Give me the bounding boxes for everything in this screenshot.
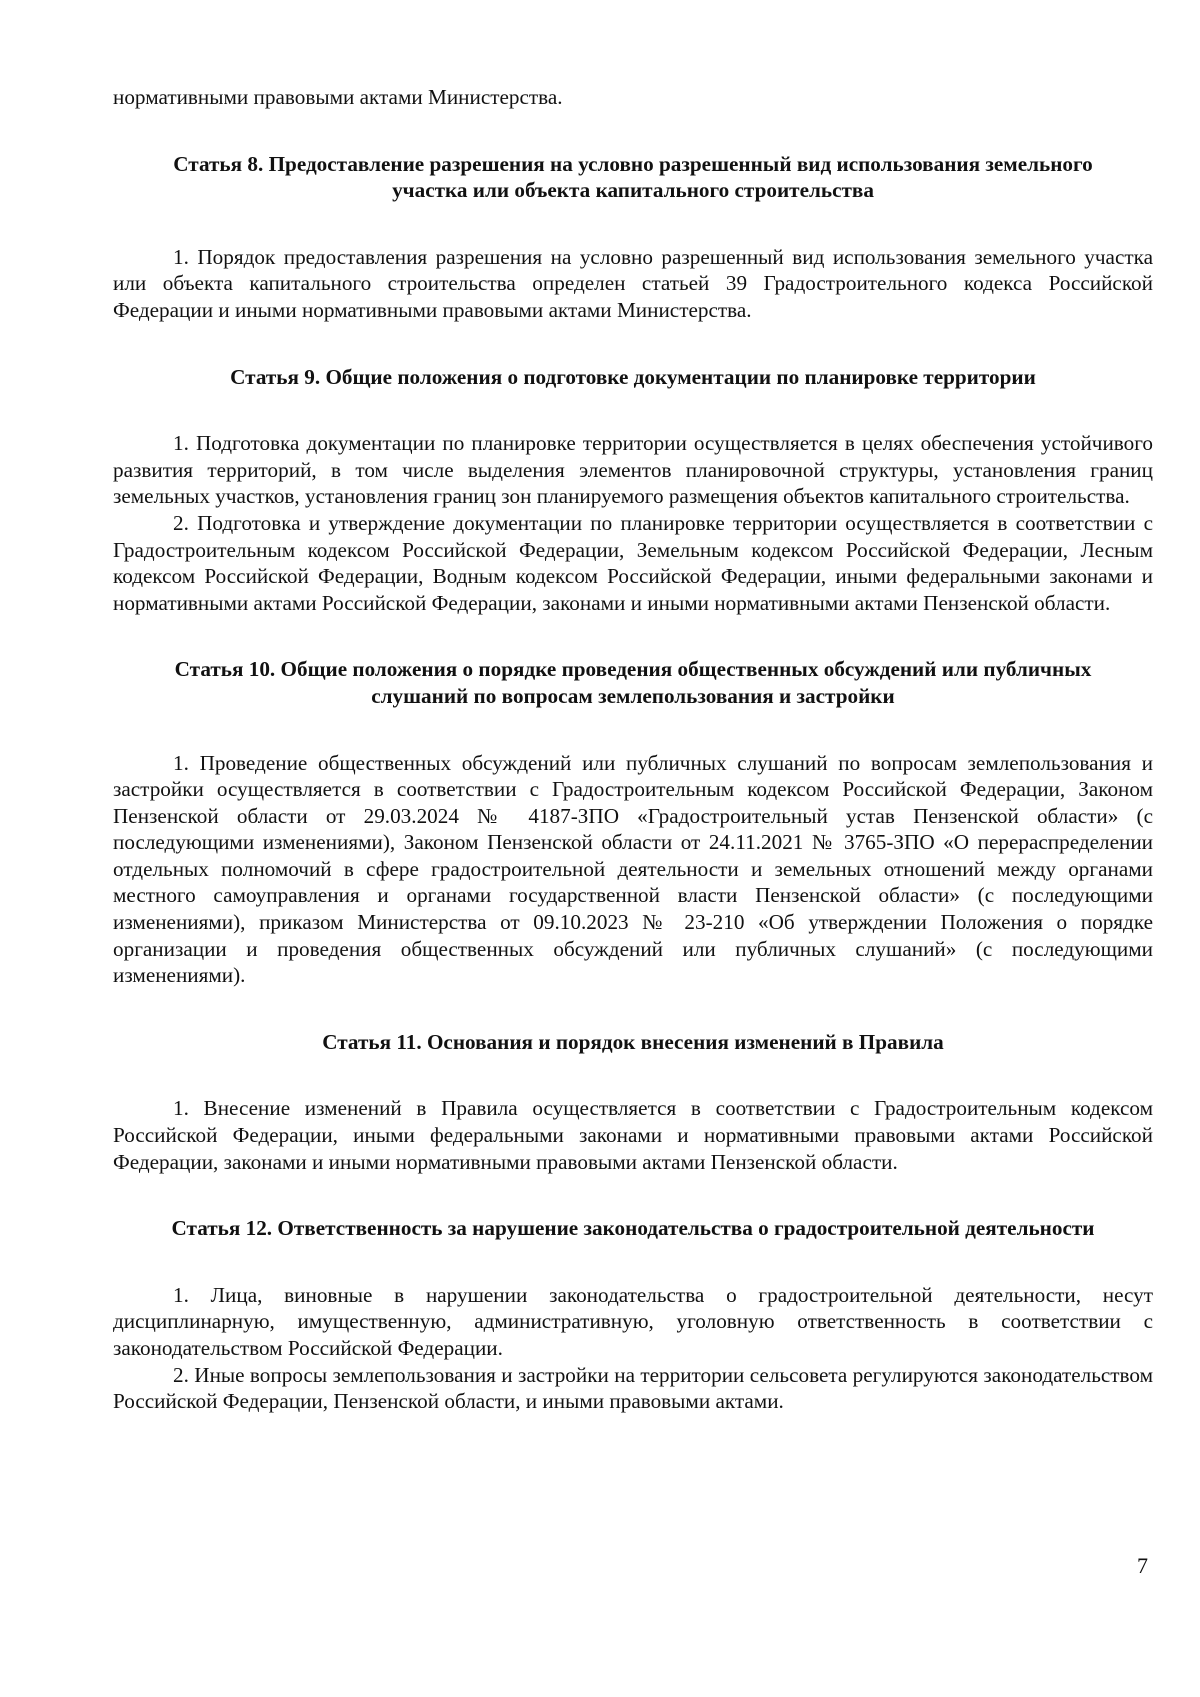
article-8-paragraph-1: 1. Порядок предоставления разрешения на условно разрешенный вид использования земельного участка или объекта капитального строительства определен статьей 39 Градостроительного кодекса Российской Федерации и иными нормативными правовыми актами Министерства.: [113, 244, 1153, 322]
top-fragment: нормативными правовыми актами Министерства.: [113, 85, 563, 109]
article-12-paragraph-2: 2. Иные вопросы землепользования и застройки на территории сельсовета регулируются законодательством Российской Федерации, Пензенской области, и иными правовыми актами.: [113, 1362, 1153, 1414]
article-9-title: Статья 9. Общие положения о подготовке документации по планировке территории: [230, 364, 1036, 389]
article-9-paragraph-2: 2. Подготовка и утверждение документации по планировке территории осуществляется в соответствии с Градостроительным кодексом Российской Федерации, Земельным кодексом Российской Федерации, Лесным кодексом Российской Федерации, Водным кодексом Российской Федерации, иными федеральными законами и нормативными актами Российской Федерации, законами и иными нормативными актами Пензенской области.: [113, 510, 1153, 615]
article-10-paragraph-1: 1. Проведение общественных обсуждений или публичных слушаний по вопросам землепользования и застройки осуществляется в соответствии с Градостроительным кодексом Российской Федерации, Законом Пензенской области от 29.03.2024 № 4187-ЗПО «Градостроительный устав Пензенской области» (с последующими изменениями), Законом Пензенской области от 24.11.2021 № 3765-ЗПО «О перераспределении отдельных полномочий в сфере градостроительной деятельности и земельных отношений между органами местного самоуправления и органами государственной власти Пензенской области» (с последующими изменениями), приказом Министерства от 09.10.2023 № 23-210 «Об утверждении Положения о порядке организации и проведения общественных обсуждений или публичных слушаний» (с последующими изменениями).: [113, 750, 1153, 988]
article-9-paragraph-1: 1. Подготовка документации по планировке территории осуществляется в целях обеспечения устойчивого развития территорий, в том числе выделения элементов планировочной структуры, установления границ земельных участков, установления границ зон планируемого размещения объектов капитального строительства.: [113, 431, 1153, 509]
document-page: [113, 84, 1153, 1415]
page-number: 7: [1137, 1553, 1148, 1578]
article-10-title: Статья 10. Общие положения о порядке проведения общественных обсуждений или публичных слушаний по вопросам землепользования и застройки: [174, 657, 1092, 708]
article-11-title: Статья 11. Основания и порядок внесения изменений в Правила: [322, 1029, 944, 1054]
article-11-paragraph-1: 1. Внесение изменений в Правила осуществляется в соответствии с Градостроительным кодексом Российской Федерации, иными федеральными законами и нормативными правовыми актами Российской Федерации, законами и иными нормативными правовыми актами Пензенской области.: [113, 1096, 1153, 1174]
article-12-title: Статья 12. Ответственность за нарушение законодательства о градостроительной деятельности: [171, 1216, 1095, 1241]
article-12-paragraph-1: 1. Лица, виновные в нарушении законодательства о градостроительной деятельности, несут дисциплинарную, имущественную, административную, уголовную ответственность в соответствии с законодательством Российской Федерации.: [113, 1282, 1153, 1360]
article-8-title: Статья 8. Предоставление разрешения на условно разрешенный вид использования земельного участка или объекта капитального строительства: [173, 151, 1093, 203]
